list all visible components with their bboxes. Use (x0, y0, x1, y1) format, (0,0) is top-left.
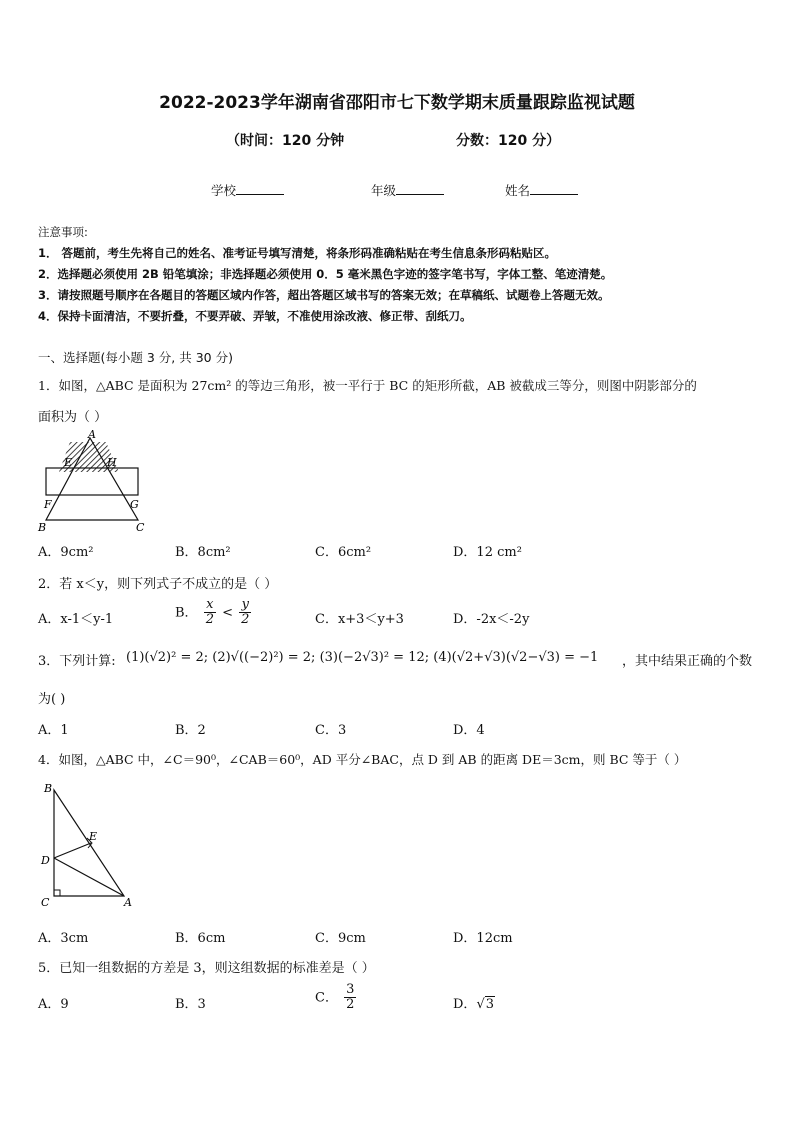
q5-d-prefix: D． (453, 997, 477, 1012)
q1-triangle-figure (34, 428, 154, 536)
name-field (505, 181, 578, 199)
score-label: 分数：120 分） (456, 133, 561, 149)
q1-option-b: B．8cm² (175, 545, 231, 560)
q4-stem: 4．如图，△ABC 中，∠C＝90⁰，∠CAB＝60⁰，AD 平分∠BAC，点 D 到 AB 的距离 DE＝3cm，则 BC 等于（ ） (38, 752, 687, 767)
q2-option-d: D．-2x＜-2y (453, 612, 530, 627)
q1-stem: 1．如图，△ABC 是面积为 27cm² 的等边三角形，被一平行于 BC 的矩形所截，AB 被截成三等分，则图中阴影部分的 (38, 378, 697, 393)
grade-blank (396, 182, 444, 195)
q3-option-d: D．4 (453, 723, 485, 738)
rectangle-efgh (46, 468, 138, 495)
q3-option-b: B．2 (175, 723, 206, 738)
label-c: C (136, 521, 145, 534)
numerator: y (239, 598, 251, 613)
q1-option-d: D．12 cm² (453, 545, 522, 560)
sqrt-sign: √ (476, 997, 485, 1012)
q3-option-a: A．1 (38, 723, 69, 738)
numerator: 3 (346, 982, 355, 997)
q3-stem-line2: 为( ) (38, 692, 66, 707)
q5-option-a: A．9 (38, 997, 69, 1012)
segment-ad (54, 858, 124, 896)
q4-option-c: C．9cm (315, 931, 366, 946)
q4-triangle-figure (36, 780, 140, 910)
q1-option-c: C．6cm² (315, 545, 372, 560)
label-c: C (41, 896, 50, 909)
label-g: G (130, 498, 139, 511)
school-label: 学校 (211, 183, 237, 198)
school-blank (236, 182, 284, 195)
q2-option-a: A．x-1＜y-1 (38, 612, 114, 627)
numerator: x (204, 598, 216, 613)
note-item: 4．保持卡面清洁，不要折叠，不要弄破、弄皱，不准使用涂改液、修正带、刮纸刀。 (38, 309, 472, 323)
note-item: 3．请按照题号顺序在各题目的答题区域内作答，超出答题区域书写的答案无效；在草稿纸、试题卷上答题无效。 (38, 288, 610, 302)
right-angle-mark-c (54, 890, 60, 896)
label-b: B (38, 521, 47, 534)
q5-c-prefix: C． (315, 990, 338, 1006)
q5-stem: 5．已知一组数据的方差是 3，则这组数据的标准差是（ ） (38, 961, 375, 976)
q4-option-d: D．12cm (453, 931, 513, 946)
segment-de (54, 843, 91, 858)
grade-field (371, 181, 444, 199)
label-b: B (44, 782, 53, 795)
q3-prefix: 3．下列计算: (38, 654, 116, 669)
denominator: 2 (346, 997, 355, 1013)
q2-option-b (175, 598, 253, 628)
name-blank (530, 182, 578, 195)
q5-option-c (315, 983, 358, 1013)
section-heading: 一、选择题(每小题 3 分, 共 30 分) (38, 350, 233, 365)
less-than: < (222, 605, 234, 621)
radicand: 3 (485, 997, 495, 1012)
time-label: （时间：120 分钟 (226, 133, 345, 149)
note-item: 1． 答题前，考生先将自己的姓名、准考证号填写清楚，将条形码准确粘贴在考生信息条形码粘贴区。 (38, 246, 556, 260)
label-e: E (64, 456, 73, 469)
label-a: A (88, 428, 96, 441)
triangle-abc (54, 790, 124, 896)
q5-option-d (453, 993, 495, 1012)
q4-option-b: B．6cm (175, 931, 226, 946)
q5-option-b: B．3 (175, 997, 206, 1012)
q2-option-c: C．x+3＜y+3 (315, 612, 404, 627)
label-a: A (124, 896, 132, 909)
notes-heading: 注意事项: (38, 225, 88, 239)
label-e: E (89, 830, 98, 843)
q4-option-a: A．3cm (38, 931, 89, 946)
q2-b-prefix: B． (175, 605, 198, 621)
denominator: 2 (241, 612, 250, 628)
note-item: 2．选择题必须使用 2B 铅笔填涂；非选择题必须使用 0．5 毫米黑色字迹的签字笔书写，字体工整、笔迹清楚。 (38, 267, 613, 281)
q3-suffix: ，其中结果正确的个数 (622, 654, 753, 669)
q1-stem-line2: 面积为（ ） (38, 410, 108, 425)
school-field (211, 181, 284, 199)
fraction (239, 598, 251, 628)
q1-option-a: A．9cm² (38, 545, 94, 560)
q3-expression: (1)(√2)² = 2; (2)√((−2)²) = 2; (3)(−2√3)² = 12; (4)(√2+√3)(√2−√3) = −1 (126, 650, 599, 665)
label-h: H (107, 456, 117, 469)
label-f: F (44, 498, 52, 511)
name-label: 姓名 (505, 183, 531, 198)
label-d: D (41, 854, 50, 867)
page-title: 2022-2023学年湖南省邵阳市七下数学期末质量跟踪监视试题 (159, 93, 635, 113)
fraction (344, 983, 356, 1013)
q3-option-c: C．3 (315, 723, 347, 738)
denominator: 2 (205, 612, 214, 628)
grade-label: 年级 (371, 183, 397, 198)
q2-stem: 2．若 x＜y，则下列式子不成立的是（ ） (38, 577, 278, 592)
fraction (204, 598, 216, 628)
